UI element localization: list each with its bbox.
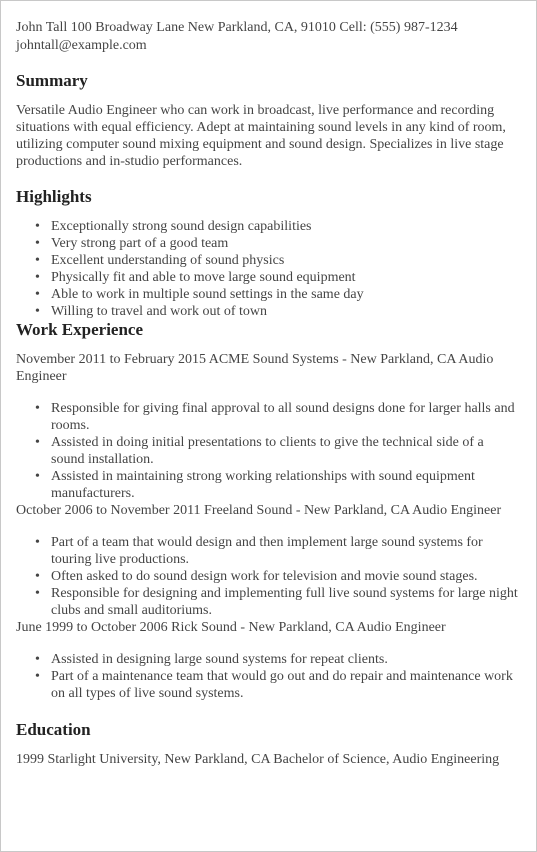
highlight-item: • Exceptionally strong sound design capabilities bbox=[51, 218, 520, 235]
job-header: November 2011 to February 2015 ACME Sound Systems - New Parkland, CA Audio Engineer bbox=[16, 352, 494, 384]
job-duty: • Assisted in maintaining strong working relationships with sound equipment manufacturers. bbox=[51, 468, 520, 502]
job-duties-list bbox=[16, 651, 520, 702]
resume-content bbox=[1, 1, 536, 768]
highlight-item: • Able to work in multiple sound settings in the same day bbox=[51, 286, 520, 303]
highlights-heading: Highlights bbox=[16, 187, 92, 206]
contact-address-line: John Tall 100 Broadway Lane New Parkland, CA, 91010 Cell: (555) 987-1234 bbox=[16, 20, 458, 35]
summary-heading: Summary bbox=[16, 71, 88, 90]
job-duty: • Assisted in doing initial presentations to clients to give the technical side of a sound installation. bbox=[51, 434, 520, 468]
highlight-item: • Physically fit and able to move large sound equipment bbox=[51, 269, 520, 286]
contact-email: johntall@example.com bbox=[16, 38, 147, 53]
highlights-list bbox=[16, 218, 520, 320]
summary-text: Versatile Audio Engineer who can work in broadcast, live performance and recording situations with equal efficiency. Adept at maintaining sound levels in any kind of room, utilizing computer sound mixing equipment and sound design. Specializes in live stage productions and in-studio performances. bbox=[16, 103, 506, 169]
work-experience-heading: Work Experience bbox=[16, 320, 144, 339]
job-duty: • Part of a maintenance team that would go out and do repair and maintenance work on all types of live sound systems. bbox=[51, 668, 520, 702]
job-duty: • Responsible for designing and implementing full live sound systems for large night clubs and small auditoriums. bbox=[51, 585, 520, 619]
education-section bbox=[16, 720, 520, 768]
education-entry: 1999 Starlight University, New Parkland, CA Bachelor of Science, Audio Engineering bbox=[16, 752, 500, 767]
job-entry bbox=[16, 502, 520, 619]
job-duty: • Assisted in designing large sound systems for repeat clients. bbox=[51, 651, 520, 668]
highlight-item: • Very strong part of a good team bbox=[51, 235, 520, 252]
work-experience-section bbox=[16, 320, 520, 702]
highlight-item: • Willing to travel and work out of town bbox=[51, 303, 520, 320]
summary-section bbox=[16, 71, 520, 170]
job-duty: • Responsible for giving final approval to all sound designs done for larger halls and rooms. bbox=[51, 400, 520, 434]
job-header: June 1999 to October 2006 Rick Sound - New Parkland, CA Audio Engineer bbox=[16, 620, 446, 635]
job-header: October 2006 to November 2011 Freeland Sound - New Parkland, CA Audio Engineer bbox=[16, 503, 502, 518]
job-duty: • Part of a team that would design and then implement large sound systems for touring live productions. bbox=[51, 534, 520, 568]
job-duty: • Often asked to do sound design work for television and movie sound stages. bbox=[51, 568, 520, 585]
education-heading: Education bbox=[16, 720, 91, 739]
highlights-section bbox=[16, 187, 520, 320]
job-duties-list bbox=[16, 534, 520, 619]
job-entry bbox=[16, 619, 520, 702]
job-duties-list bbox=[16, 400, 520, 502]
highlight-item: • Excellent understanding of sound physics bbox=[51, 252, 520, 269]
contact-block bbox=[16, 19, 520, 55]
job-entry bbox=[16, 351, 520, 502]
